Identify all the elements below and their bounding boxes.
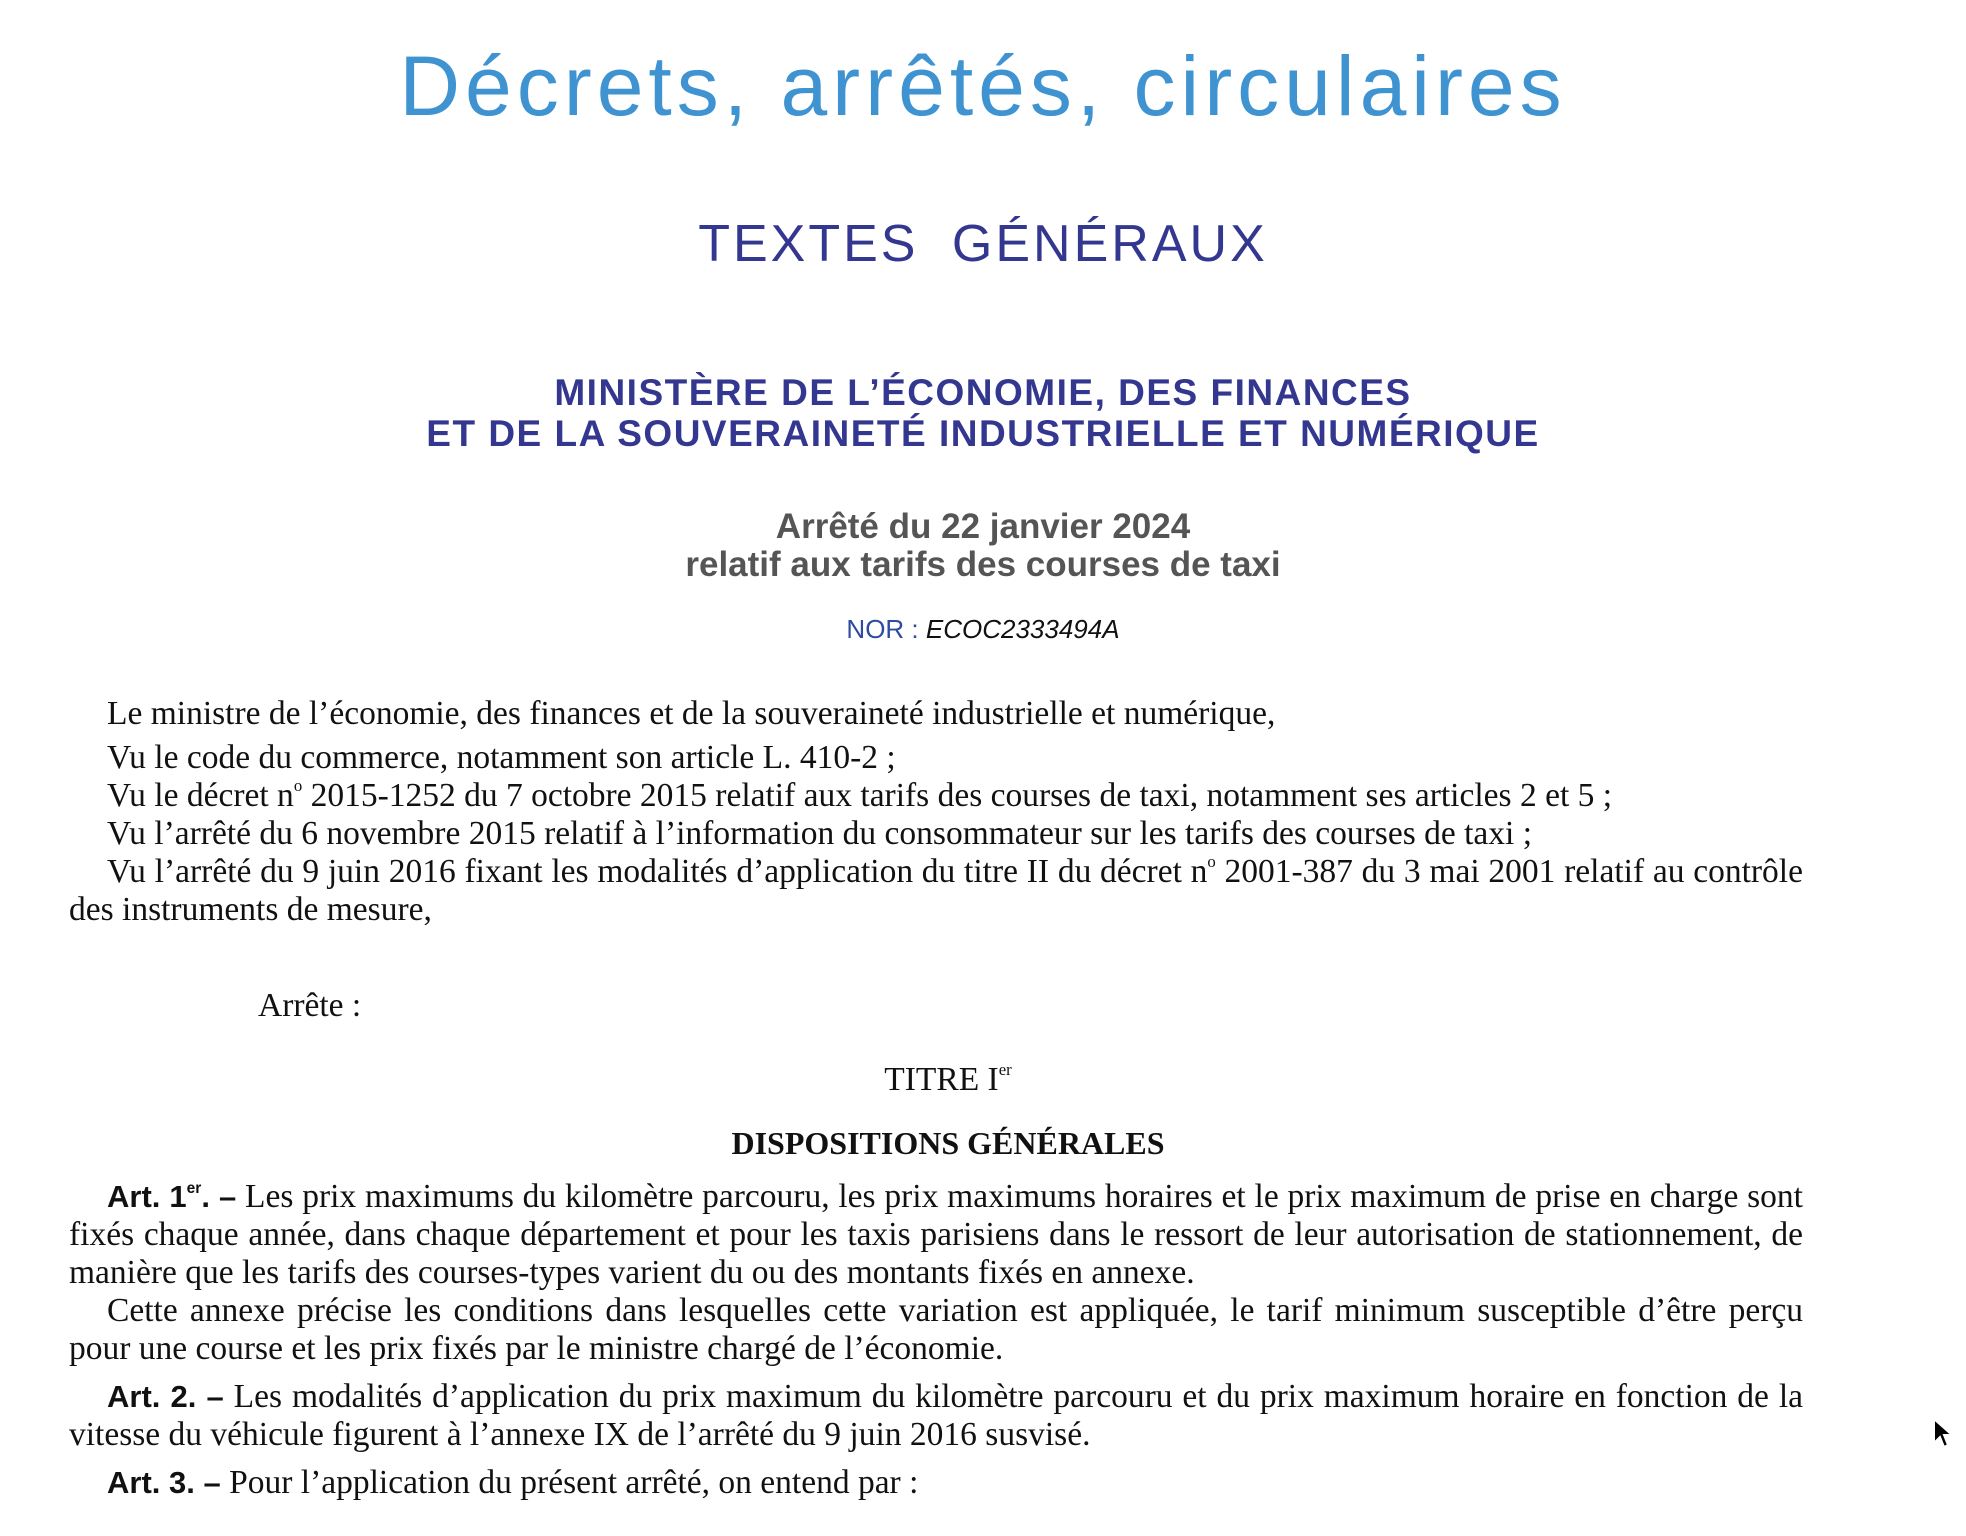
visa-2-text-a: Vu le décret n: [107, 777, 294, 814]
article-2-label: Art. 2. –: [107, 1379, 224, 1414]
ministry-line-2: ET DE LA SOUVERAINETÉ INDUSTRIELLE ET NUMÉRIQUE: [426, 413, 1540, 454]
visa-4-text-a: Vu l’arrêté du 9 juin 2016 fixant les modalités d’application du titre II du décret n: [107, 853, 1208, 890]
titre-sup: er: [998, 1059, 1012, 1079]
titre-heading: [0, 1061, 1896, 1099]
visa-4: [69, 853, 1803, 929]
arrete-label: Arrête :: [258, 987, 362, 1024]
article-1-paragraph-2: Cette annexe précise les conditions dans lesquelles cette variation est appliquée, le tarif minimum susceptible d’être perçu pour une course et les prix fixés par le ministre chargé de l’économie.: [69, 1292, 1803, 1367]
article-1-label-text: Art. 1: [107, 1179, 187, 1214]
article-1-sup: er: [186, 1180, 202, 1198]
article-3: [69, 1464, 1803, 1502]
sub-title: TEXTES GÉNÉRAUX: [698, 215, 1268, 273]
nor-reference: [0, 613, 1966, 645]
mouse-pointer-icon: [1932, 1417, 1954, 1449]
decree-title-line-1: Arrêté du 22 janvier 2024: [775, 507, 1191, 546]
decree-title: [0, 508, 1966, 584]
article-1-dash: . –: [201, 1179, 237, 1214]
article-2: [69, 1378, 1803, 1454]
nor-label: NOR :: [846, 614, 926, 644]
dispositions-heading: DISPOSITIONS GÉNÉRALES: [731, 1125, 1165, 1161]
visa-2: [69, 777, 1803, 815]
preamble-intro: Le ministre de l’économie, des finances et de la souveraineté industrielle et numérique,: [107, 695, 1276, 732]
titre-label: TITRE I: [884, 1061, 999, 1098]
preamble: [69, 695, 1803, 929]
article-3-text: Pour l’application du présent arrêté, on entend par :: [220, 1464, 919, 1501]
visa-1: Vu le code du commerce, notamment son article L. 410-2 ;: [107, 739, 896, 776]
visa-2-text-b: 2015-1252 du 7 octobre 2015 relatif aux tarifs des courses de taxi, notamment ses articles 2 et 5 ;: [302, 777, 1613, 814]
nor-code: ECOC2333494A: [925, 614, 1120, 644]
visa-3: Vu l’arrêté du 6 novembre 2015 relatif à l’information du consommateur sur les tarifs des courses de taxi ;: [107, 815, 1533, 852]
article-1-label: [107, 1179, 236, 1214]
decree-title-line-2: relatif aux tarifs des courses de taxi: [685, 545, 1281, 584]
visa-2-sup: o: [293, 775, 303, 795]
visa-4-text-b: 2001-387 du 3 mai 2001 relatif au contrôle des instruments de mesure,: [69, 853, 1803, 928]
article-1-text: Les prix maximums du kilomètre parcouru, les prix maximums horaires et le prix maximum de prise en charge sont fixés chaque année, dans chaque département et pour les taxis parisiens dans le ressort de leur autorisation de stationnement, de manière que les tarifs des courses-types varient du ou des montants fixés en annexe.: [69, 1178, 1803, 1291]
ministry-heading: [0, 372, 1966, 454]
visa-4-sup: o: [1207, 851, 1216, 871]
article-3-label: Art. 3. –: [107, 1465, 221, 1500]
article-2-text: Les modalités d’application du prix maximum du kilomètre parcouru et du prix maximum horaire en fonction de la vitesse du véhicule figurent à l’annexe IX de l’arrêté du 9 juin 2016 susvisé.: [69, 1378, 1803, 1453]
ministry-line-1: MINISTÈRE DE L’ÉCONOMIE, DES FINANCES: [554, 372, 1412, 413]
section-title: Décrets, arrêtés, circulaires: [399, 39, 1567, 133]
articles: [69, 1178, 1803, 1502]
article-1: [69, 1178, 1803, 1292]
